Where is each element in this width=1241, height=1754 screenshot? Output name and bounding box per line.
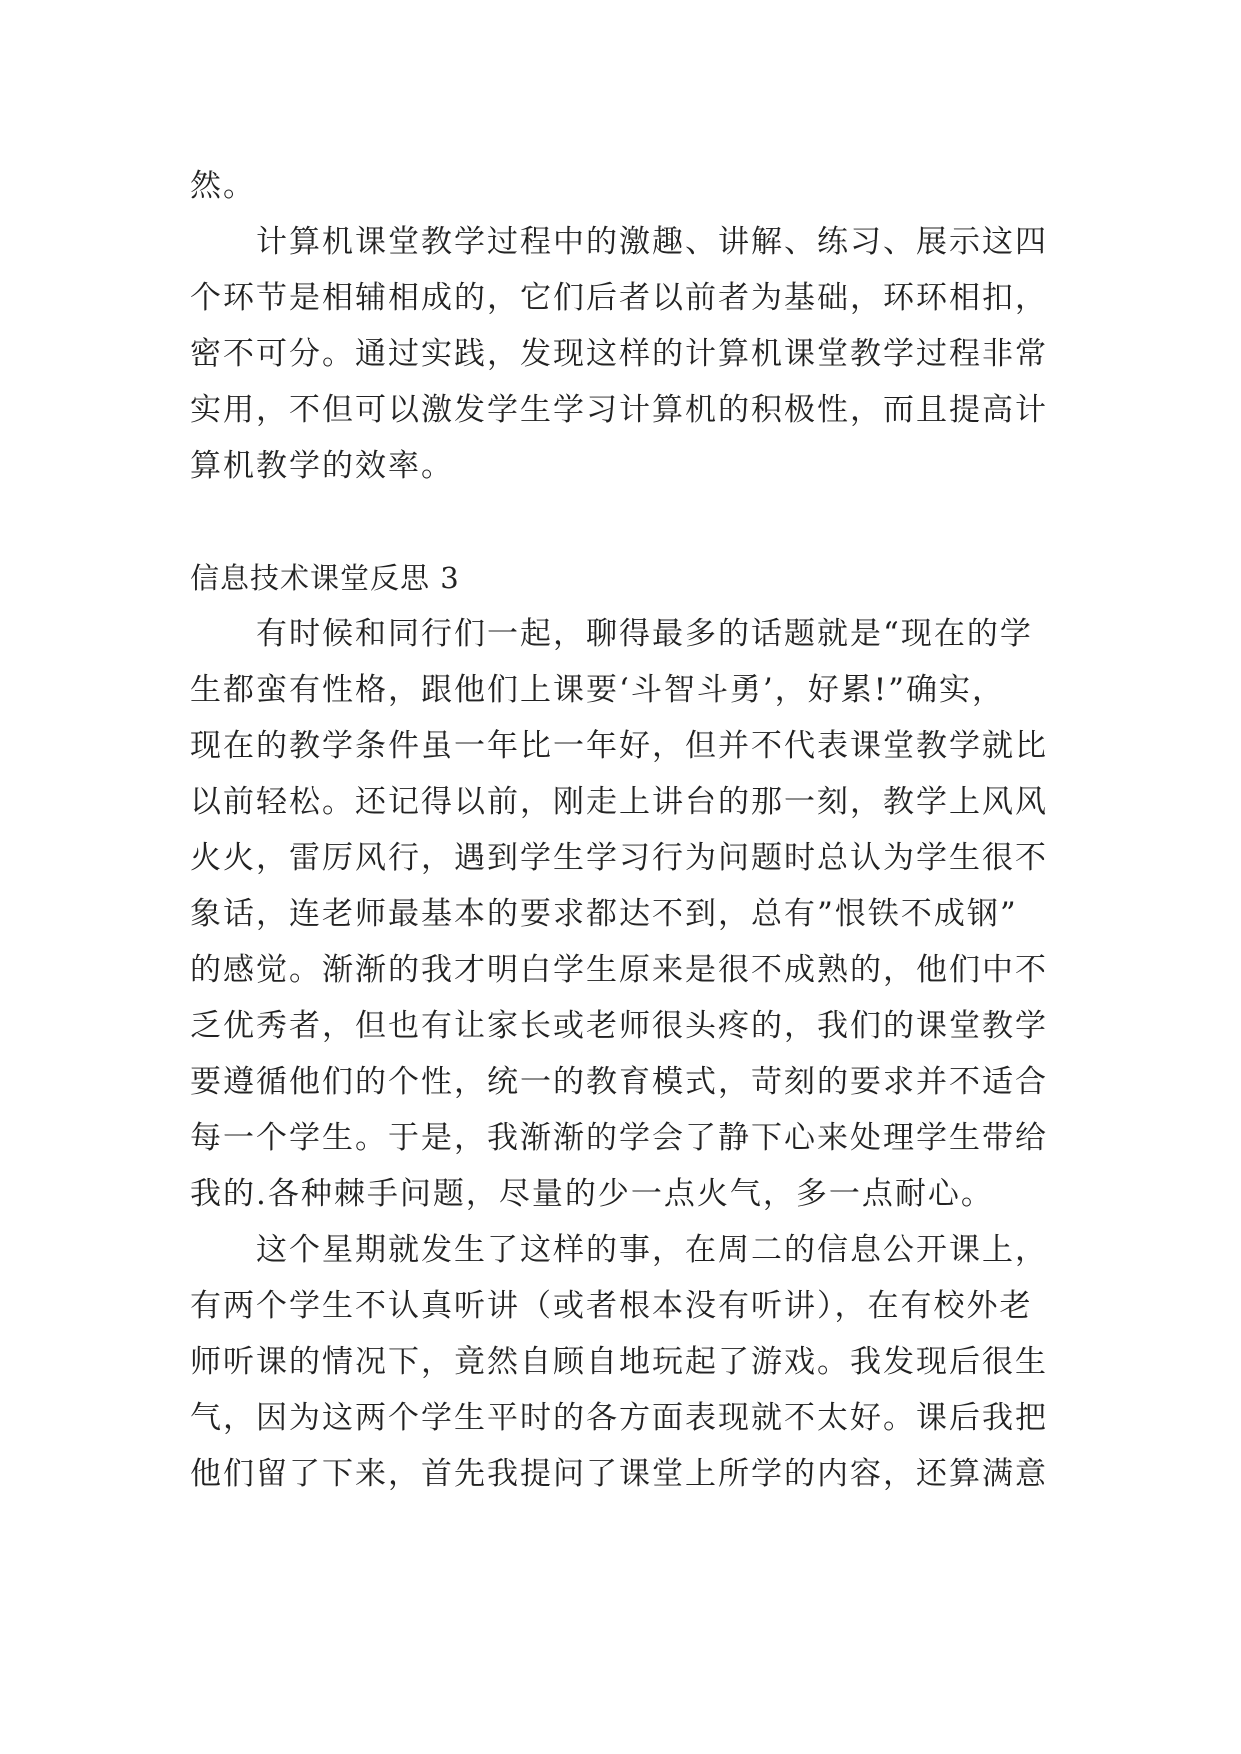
text-line: 个环节是相辅相成的，它们后者以前者为基础，环环相扣， (190, 280, 1048, 316)
blank-line (190, 494, 1050, 550)
section-heading: 信息技术课堂反思 3 (190, 561, 460, 595)
text-line: 乏优秀者，但也有让家长或老师很头疼的，我们的课堂教学 (190, 1008, 1048, 1044)
paragraph-four-steps (190, 214, 1050, 494)
text-line: 实用，不但可以激发学生学习计算机的积极性，而且提高计 (190, 392, 1048, 428)
text-line: 计算机课堂教学过程中的激趣、讲解、练习、展示这四 (256, 224, 1048, 260)
text-line: 他们留了下来，首先我提问了课堂上所学的内容，还算满意 (190, 1456, 1048, 1492)
text-line: 有时候和同行们一起，聊得最多的话题就是“现在的学 (256, 616, 1033, 652)
text-line: 要遵循他们的个性，统一的教育模式，苛刻的要求并不适合 (190, 1064, 1048, 1100)
text-line: 火火，雷厉风行，遇到学生学习行为问题时总认为学生很不 (190, 840, 1048, 876)
paragraph-teaching-reflection (190, 606, 1050, 1222)
document-page (190, 158, 1050, 1502)
text-line: 师听课的情况下，竟然自顾自地玩起了游戏。我发现后很生 (190, 1344, 1048, 1380)
text-line: 气，因为这两个学生平时的各方面表现就不太好。课后我把 (190, 1400, 1048, 1436)
text-line: 以前轻松。还记得以前，刚走上讲台的那一刻，教学上风风 (190, 784, 1048, 820)
text-line: 这个星期就发生了这样的事，在周二的信息公开课上， (256, 1232, 1048, 1268)
text-line: 的感觉。渐渐的我才明白学生原来是很不成熟的，他们中不 (190, 952, 1048, 988)
text-line: 算机教学的效率。 (190, 448, 454, 484)
text-line: 象话，连老师最基本的要求都达不到，总有”恨铁不成钢” (190, 896, 1018, 932)
text-line: 有两个学生不认真听讲（或者根本没有听讲），在有校外老 (190, 1288, 1033, 1324)
paragraph-incident (190, 1222, 1050, 1502)
text-line: 我的.各种棘手问题，尽量的少一点火气，多一点耐心。 (190, 1176, 994, 1212)
paragraph-continuation (190, 158, 1050, 214)
text-line: 然。 (190, 168, 256, 204)
text-line: 生都蛮有性格，跟他们上课要‘斗智斗勇’，好累!”确实， (190, 672, 1006, 708)
text-line: 每一个学生。于是，我渐渐的学会了静下心来处理学生带给 (190, 1120, 1048, 1156)
text-line: 现在的教学条件虽一年比一年好，但并不代表课堂教学就比 (190, 728, 1048, 764)
text-line: 密不可分。通过实践，发现这样的计算机课堂教学过程非常 (190, 336, 1048, 372)
